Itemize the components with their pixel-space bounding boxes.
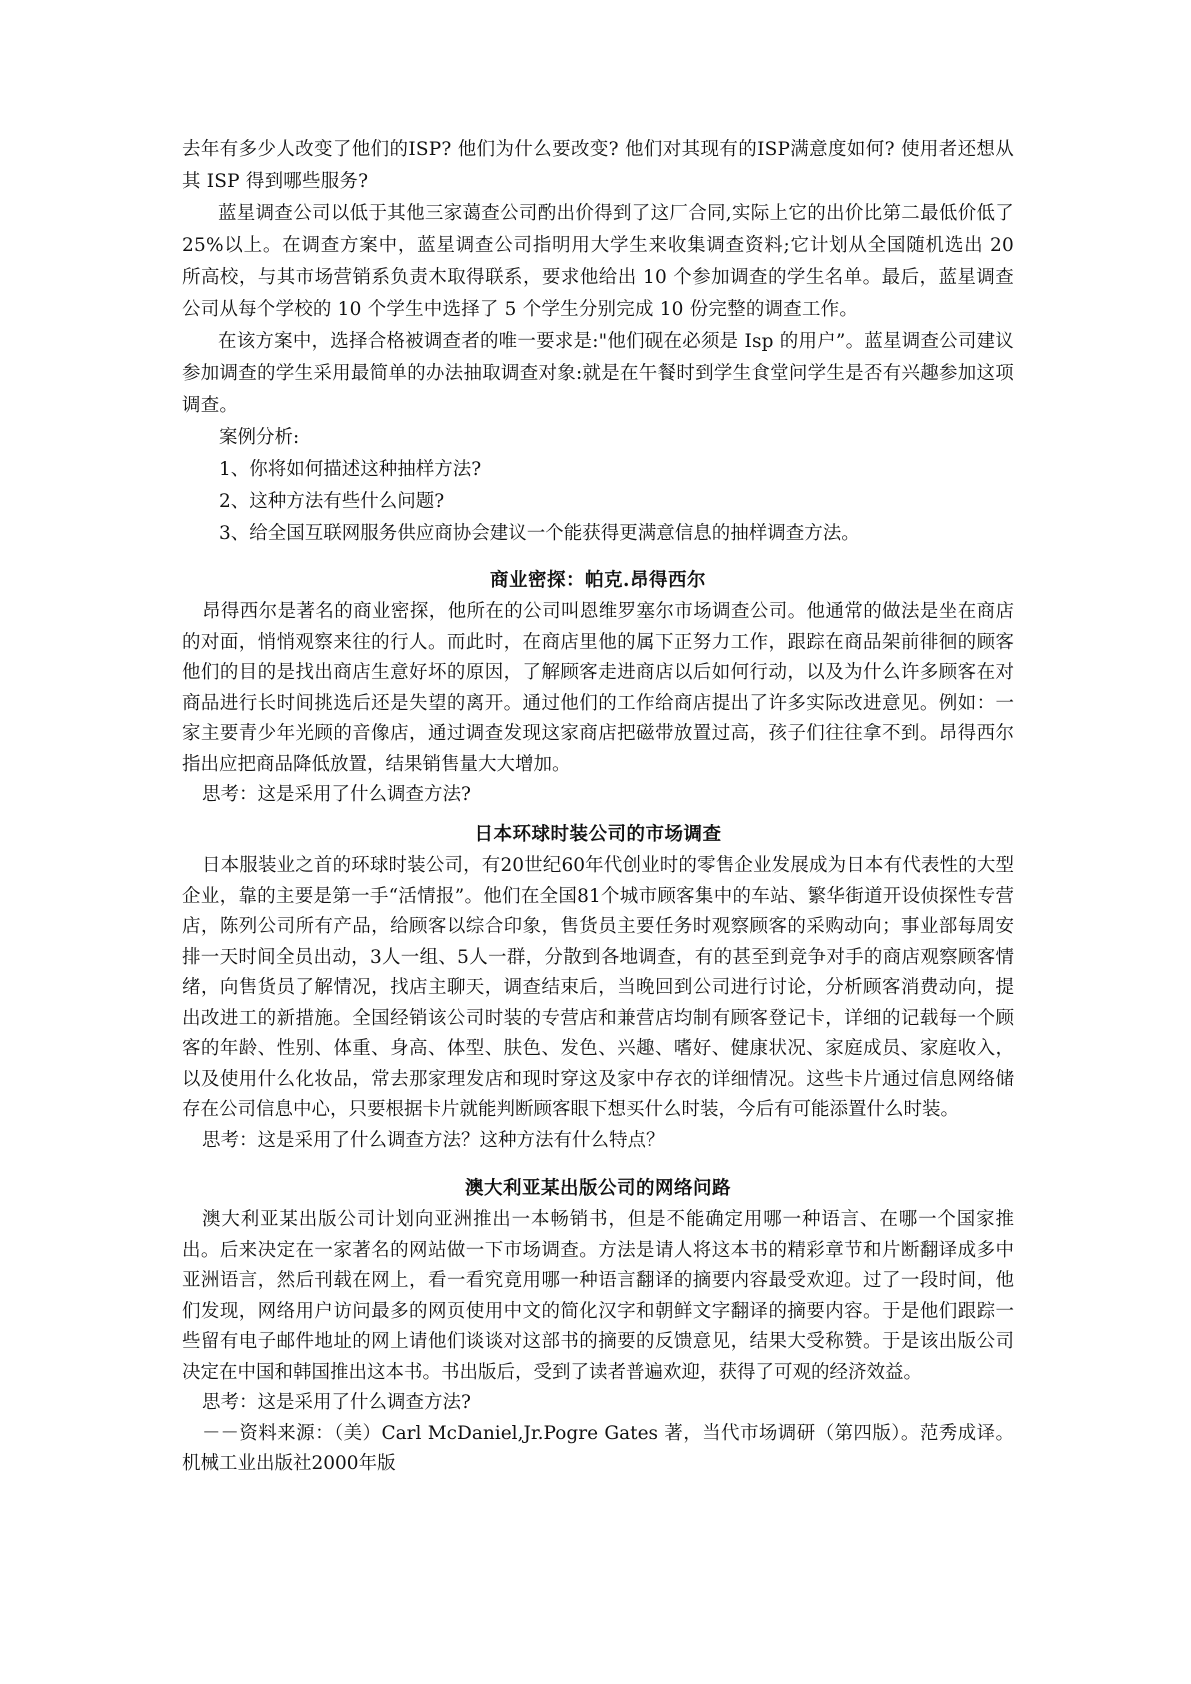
case1-question-3: 3、给全国互联网服务供应商协会建议一个能获得更满意信息的抽样调查方法。 (219, 523, 860, 544)
case2-title: 商业密探：帕克.昂得西尔 (490, 570, 706, 591)
case3-title: 日本环球时装公司的市场调查 (474, 824, 722, 845)
case4-question: 思考：这是采用了什么调查方法? (202, 1392, 471, 1413)
case1-analysis-label: 案例分析: (219, 427, 300, 448)
case1-question-2: 2、这种方法有些什么问题? (219, 491, 445, 512)
case1-question-1: 1、你将如何描述这种抽样方法? (219, 459, 482, 480)
case4-section (182, 1173, 1014, 1480)
case3-body: 日本服装业之首的环球时装公司，有20世纪60年代创业时的零售企业发展成为日本有代表性的大型企业，靠的主要是第一手“活情报”。他们在全国81个城市顾客集中的车站、繁华街道开设侦探性专营店，陈列公司所有产品，给顾客以综合印象，售货员主要任务时观察顾客的采购动向；事业部每周安排一天时间全员出动，3人一组、5人一群，分散到各地调查，有的甚至到竞争对手的商店观察顾客情绪，向售货员了解情况，找店主聊天，调查结束后，当晚回到公司进行讨论，分析顾客消费动向，提出改进工的新措施。全国经销该公司时装的专营店和兼营店均制有顾客登记卡，详细的记载每一个顾客的年龄、性别、体重、身高、体型、肤色、发色、兴趣、嗜好、健康状况、家庭成员、家庭收入，以及使用什么化妆品，常去那家理发店和现时穿这及家中存衣的详细情况。这些卡片通过信息网络储存在公司信息中心，只要根据卡片就能判断顾客眼下想买什么时装，今后有可能添置什么时装。 (182, 855, 1014, 1120)
case1-section (182, 134, 1014, 550)
case4-title: 澳大利亚某出版公司的网络问路 (464, 1178, 731, 1199)
case1-intro-paragraph: 去年有多少人改变了他们的ISP? 他们为什么要改变? 他们对其现有的ISP满意度如何? 使用者还想从其 ISP 得到哪些服务? (182, 139, 1014, 192)
case2-question: 思考：这是采用了什么调查方法? (202, 784, 471, 805)
case3-section (182, 819, 1014, 1156)
case4-source: －－资料来源：（美）Carl McDaniel,Jr.Pogre Gates 著，当代市场调研（第四版）。范秀成译。机械工业出版社2000年版 (182, 1422, 1014, 1474)
case2-section (182, 565, 1014, 811)
case4-body: 澳大利亚某出版公司计划向亚洲推出一本畅销书，但是不能确定用哪一种语言、在哪一个国家推出。后来决定在一家著名的网站做一下市场调查。方法是请人将这本书的精彩章节和片断翻译成多中亚洲语言，然后刊载在网上，看一看究竟用哪一种语言翻译的摘要内容最受欢迎。过了一段时间，他们发现，网络用户访问最多的网页使用中文的简化汉字和朝鲜文字翻译的摘要内容。于是他们跟踪一些留有电子邮件地址的网上请他们谈谈对这部书的摘要的反馈意见，结果大受称赞。于是该出版公司决定在中国和韩国推出这本书。书出版后，受到了读者普遍欢迎，获得了可观的经济效益。 (182, 1209, 1014, 1383)
case2-body: 昂得西尔是著名的商业密探，他所在的公司叫恩维罗塞尔市场调查公司。他通常的做法是坐在商店的对面，悄悄观察来往的行人。而此时，在商店里他的属下正努力工作，跟踪在商品架前徘徊的顾客他们的目的是找出商店生意好坏的原因，了解顾客走进商店以后如何行动，以及为什么许多顾客在对商品进行长时间挑选后还是失望的离开。通过他们的工作给商店提出了许多实际改进意见。例如：一家主要青少年光顾的音像店，通过调查发现这家商店把磁带放置过高，孩子们往往拿不到。昂得西尔指出应把商品降低放置，结果销售量大大增加。 (182, 601, 1014, 775)
case3-question: 思考：这是采用了什么调查方法？这种方法有什么特点？ (202, 1129, 665, 1151)
case1-requirement-paragraph: 在该方案中，选择合格被调查者的唯一要求是:"他们砚在必须是 Isp 的用户”。蓝星调查公司建议参加调查的学生采用最简单的办法抽取调查对象:就是在午餐时到学生食堂问学生是否有兴趣参加这项调查。 (182, 331, 1014, 416)
case1-bid-paragraph: 蓝星调查公司以低于其他三家蔼查公司酌出价得到了这厂合同,实际上它的出价比第二最低价低了 25%以上。在调查方案中，蓝星调查公司指明用大学生来收集调查资料;它计划从全国随机选出 20 所高校，与其市场营销系负责木取得联系，要求他给出 10 个参加调查的学生名单。最后，蓝星调查公司从每个学校的 10 个学生中选择了 5 个学生分别完成 10 份完整的调查工作。 (182, 203, 1014, 320)
